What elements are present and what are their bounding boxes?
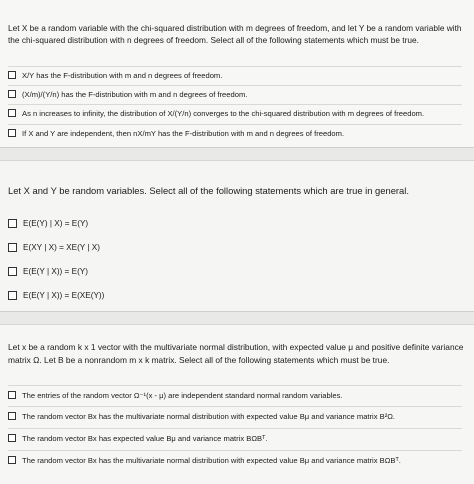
- checkbox[interactable]: [8, 391, 16, 399]
- checkbox[interactable]: [8, 267, 17, 276]
- option-checkbox-row[interactable]: [8, 214, 462, 232]
- option-label: The random vector Bx has expected value Bμ and variance matrix BΩBᵀ.: [22, 433, 268, 443]
- question-panel-2: [0, 160, 474, 312]
- checkbox[interactable]: [8, 412, 16, 420]
- question-text: Let X be a random variable with the chi-squared distribution with m degrees of freedom, and let Y be a random variable with the chi-squared distribution with n degrees of freedom. Select all of the following statements which must be true.: [8, 23, 462, 45]
- checkbox[interactable]: [8, 434, 16, 442]
- checkbox[interactable]: [8, 243, 17, 252]
- option-checkbox-row[interactable]: [8, 286, 462, 304]
- checkbox[interactable]: [8, 129, 16, 137]
- option-checkbox-row[interactable]: [8, 385, 462, 404]
- checkbox[interactable]: [8, 90, 16, 98]
- option-label: E(XY | X) = XE(Y | X): [23, 242, 100, 252]
- option-label: E(E(Y | X)) = E(Y): [23, 266, 88, 276]
- option-label: If X and Y are independent, then nX/mY has the F-distribution with m and n degrees of freedom.: [22, 128, 345, 138]
- question-text: Let X and Y be random variables. Select all of the following statements which are true in general.: [8, 185, 409, 196]
- option-checkbox-row[interactable]: [8, 406, 462, 425]
- option-checkbox-row[interactable]: [8, 66, 462, 83]
- checkbox[interactable]: [8, 71, 16, 79]
- option-checkbox-row[interactable]: [8, 124, 462, 141]
- option-checkbox-row[interactable]: [8, 104, 462, 121]
- option-label: As n increases to infinity, the distribution of X/(Y/n) converges to the chi-squared distribution with m degrees of freedom.: [22, 108, 425, 118]
- question-panel-1: [0, 0, 474, 148]
- option-label: The entries of the random vector Ω⁻¹(x - μ) are independent standard normal random variables.: [22, 390, 343, 400]
- option-label: (X/m)/(Y/n) has the F-distribution with m and n degrees of freedom.: [22, 89, 248, 99]
- option-label: The random vector Bx has the multivariate normal distribution with expected value Bμ and variance matrix B²Ω.: [22, 411, 396, 421]
- checkbox[interactable]: [8, 291, 17, 300]
- option-checkbox-row[interactable]: [8, 238, 462, 256]
- question-text: Let x be a random k x 1 vector with the multivariate normal distribution, with expected value μ and positive definite variance matrix Ω. Let B be a nonrandom m x k matrix. Select all of the following statements which must be true.: [8, 342, 464, 365]
- option-checkbox-row[interactable]: [8, 450, 462, 469]
- option-label: The random vector Bx has the multivariate normal distribution with expected value Bμ and variance matrix BΩBᵀ.: [22, 455, 401, 465]
- checkbox[interactable]: [8, 219, 17, 228]
- checkbox[interactable]: [8, 456, 16, 464]
- option-checkbox-row[interactable]: [8, 262, 462, 280]
- question-panel-3: [0, 324, 474, 484]
- checkbox[interactable]: [8, 109, 16, 117]
- option-checkbox-row[interactable]: [8, 85, 462, 102]
- option-label: X/Y has the F-distribution with m and n degrees of freedom.: [22, 70, 223, 80]
- option-label: E(E(Y) | X) = E(Y): [23, 218, 89, 228]
- option-checkbox-row[interactable]: [8, 428, 462, 447]
- option-label: E(E(Y | X)) = E(XE(Y)): [23, 290, 105, 300]
